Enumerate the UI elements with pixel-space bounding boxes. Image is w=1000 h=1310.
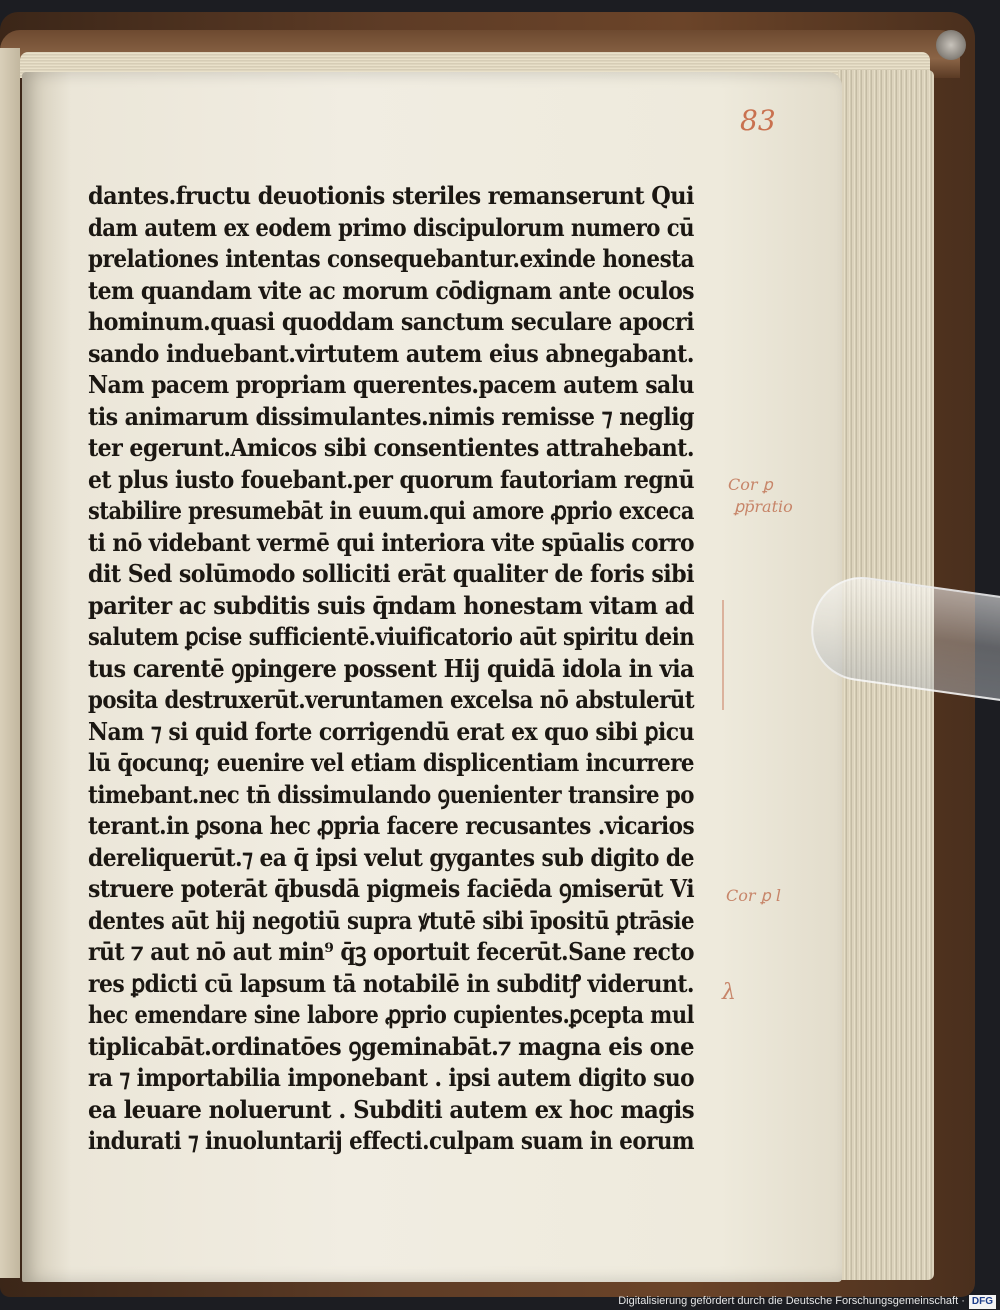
text-line: et plus iusto fouebant.per quorum fautoriam regnū [88,464,694,494]
marginal-note: Cor ꝑ l [726,886,781,905]
text-line: ter egerunt.Amicos sibi consentientes attrahebant. [88,433,694,462]
text-line: tiplicabāt.ordinatōes ꝯgeminabāt.⁊ magna eis one [88,1031,694,1061]
text-line: indurati ⁊ inuoluntarij effecti.culpam suam in eorum [88,1126,694,1155]
text-line: ra ⁊ importabilia imponebant . ipsi autem digito suo [88,1063,694,1092]
incunable-text-block [88,180,694,1157]
text-line: timebant.nec tn̄ dissimulando ꝯuenienter transire po [88,779,694,809]
margin-rule [722,600,724,710]
clasp-icon [936,30,966,60]
text-line: dentes aūt hij negotiū supra ꝟtutē sibi īpositū ꝑtrāsie [88,905,694,935]
folio-number: 83 [740,104,776,137]
text-line: dit Sed solūmodo solliciti erāt qualiter de foris sibi [88,559,694,588]
text-line: ea leuare noluerunt . Subditi autem ex hoc magis [88,1094,694,1124]
text-line: dereliquerūt.⁊ ea q̄ ipsi velut gygantes sub digito de [88,842,694,872]
text-line: terant.in ꝑsona hec ꝓpria facere recusantes .vicarios [88,811,694,840]
text-line: sando induebant.virtutem autem eius abnegabant. [88,338,694,368]
text-line: tus carentē ꝯpingere possent Hij quidā idola in via [88,653,694,683]
text-line: struere poterāt q̄busdā pigmeis faciēda ꝯmiserūt Vi [88,874,694,903]
text-line: tis animarum dissimulantes.nimis remisse ⁊ neglig [88,401,694,431]
marginal-note: ꝑp̄ratio [734,497,793,516]
text-line: dam autem ex eodem primo discipulorum numero cū [88,212,694,242]
text-line: res ꝑdicti cū lapsum tā notabilē in subditꝭ viderunt. [88,968,694,998]
marginal-note: Cor ꝑ [728,475,773,494]
text-line: salutem ꝑcise sufficientē.viuificatorio aūt spiritu dein [88,622,694,651]
text-line: prelationes intentas consequebantur.exinde honesta [88,244,694,273]
credit-text: Digitalisierung gefördert durch die Deutsche Forschungsgemeinschaft · [618,1295,965,1307]
facing-page-edge [0,48,20,1278]
text-line: rūt ⁊ aut nō aut min⁹ q̄ꝫ oportuit fecerūt.Sane recto [88,937,694,966]
text-line: Nam ⁊ si quid forte corrigendū erat ex quo sibi ꝑicu [88,716,694,746]
dfg-logo-icon: DFG [969,1295,996,1309]
text-line: tem quandam vite ac morum cōdignam ante oculos [88,275,694,305]
text-line: ti nō videbant vermē qui interiora vite spūalis corro [88,527,694,557]
text-line: dantes.fructu deuotionis steriles remanserunt Qui [88,181,694,210]
text-line: hominum.quasi quoddam sanctum seculare apocri [88,307,694,336]
text-line: pariter ac subditis suis q̄ndam honestam vitam ad [88,590,694,620]
marginal-note: λ [722,980,736,1005]
text-line: posita destruxerūt.veruntamen excelsa nō abstulerūt [88,685,694,714]
text-line: stabilire presumebāt in euum.qui amore ꝓprio exceca [88,496,694,525]
text-line: hec emendare sine labore ꝓprio cupientes.ꝑcepta mul [88,1000,694,1029]
text-line: Nam pacem propriam querentes.pacem autem salu [88,370,694,399]
digitization-credit [580,1292,996,1310]
text-line: lū q̄ocunq; euenire vel etiam displicentiam incurrere [88,748,694,777]
